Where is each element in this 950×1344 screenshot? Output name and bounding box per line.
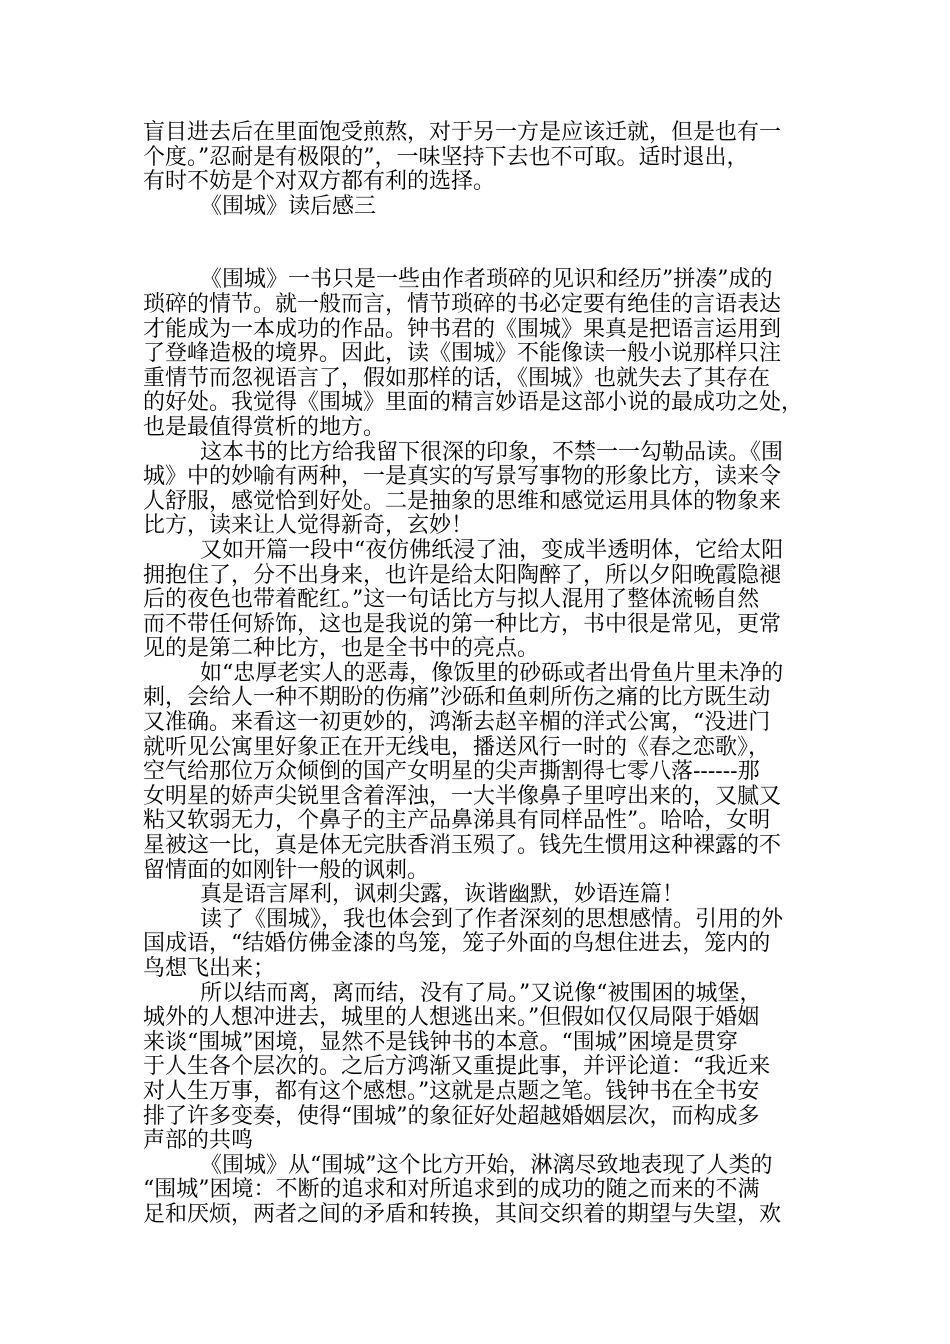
text-line: 这本书的比方给我留下很深的印象，不禁一一勾勒品读。《围	[200, 439, 784, 465]
text-line: 也是最值得赏析的地方。	[143, 414, 386, 440]
text-line: 才能成为一本成功的作品。钟书君的《围城》果真是把语言运用到	[143, 316, 782, 342]
text-line: 后的夜色也带着酡红。”这一句话比方与拟人混用了整体流畅自然	[143, 587, 760, 613]
text-line: 盲目进去后在里面饱受煎熬，对于另一方是应该迁就，但是也有一	[143, 120, 782, 145]
text-line: 刺，会给人一种不期盼的伤痛”沙砾和鱼刺所伤之痛的比方既生动	[143, 685, 771, 711]
text-line: 而不带任何矫饰，这也是我说的第一种比方，书中很是常见，更常	[143, 611, 782, 637]
text-line: 星被这一比，真是体无完肤香消玉殒了。钱先生惯用这种裸露的不	[143, 833, 782, 859]
text-line: 比方，读来让人觉得新奇，玄妙！	[143, 513, 474, 539]
text-line: 的好处。我觉得《围城》里面的精言妙语是这部小说的最成功之处，	[143, 390, 804, 416]
text-line: 了登峰造极的境界。因此，读《围城》不能像读一般小说那样只注	[143, 341, 782, 367]
text-line: 于人生各个层次的。之后方鸿渐又重提此事，并评论道：“我近来	[143, 1054, 771, 1080]
text-line: 《围城》一书只是一些由作者琐碎的见识和经历”拼凑”成的	[200, 267, 773, 293]
text-line: 《围城》从“围城”这个比方开始，淋漓尽致地表现了人类的	[200, 1152, 773, 1178]
text-line: 见的是第二种比方，也是全书中的亮点。	[143, 636, 540, 662]
text-line: 又准确。来看这一初更妙的，鸿渐去赵辛楣的洋式公寓，“没进门	[143, 710, 771, 736]
text-line: 人舒服，感觉恰到好处。二是抽象的思维和感觉运用具体的物象来	[143, 488, 782, 514]
text-line: 粘又软弱无力，个鼻子的主产品鼻涕具有同样品性”。哈哈，女明	[143, 808, 771, 834]
text-line: 读了《围城》，我也体会到了作者深刻的思想感情。引用的外	[200, 906, 784, 932]
text-line: 如“忠厚老实人的恶毒，像饭里的砂砾或者出骨鱼片里未净的	[200, 660, 784, 686]
text-line: 对人生万事，都有这个感想。”这就是点题之笔。钱钟书在全书安	[143, 1078, 760, 1104]
document-page	[143, 121, 813, 1228]
section-heading: 《围城》读后感三	[200, 193, 377, 219]
text-line: 空气给那位万众倾倒的国产女明星的尖声撕割得七零八落------那	[143, 759, 760, 785]
text-line: 重情节而忽视语言了，假如那样的话，《围城》也就失去了其存在	[143, 365, 771, 391]
text-line: 鸟想飞出来；	[143, 956, 276, 981]
text-line: 女明星的娇声尖锐里含着浑浊，一大半像鼻子里哼出来的，又腻又	[143, 783, 782, 809]
text-line: 又如开篇一段中“夜仿佛纸浸了油，变成半透明体，它给太阳	[200, 537, 784, 563]
text-line: 声部的共鸣	[143, 1128, 254, 1154]
text-line: “围城”困境：不断的追求和对所追求到的成功的随之而来的不满	[143, 1177, 760, 1203]
text-line: 真是语言犀利，讽刺尖露，诙谐幽默，妙语连篇！	[200, 882, 685, 908]
text-line: 足和厌烦，两者之间的矛盾和转换，其间交织着的期望与失望，欢	[143, 1201, 782, 1227]
text-line: 城外的人想冲进去，城里的人想逃出来。”但假如仅仅局限于婚姻	[143, 1005, 760, 1031]
text-line: 排了许多变奏，使得“围城”的象征好处超越婚姻层次，而构成多	[143, 1103, 760, 1129]
blank-line	[143, 219, 813, 268]
text-line: 留情面的如刚针一般的讽刺。	[143, 857, 430, 883]
text-line: 来谈“围城”困境，显然不是钱钟书的本意。“围城”困境是贯穿	[143, 1029, 738, 1055]
text-line: 就听见公寓里好象正在开无线电，播送风行一时的《春之恋歌》，	[143, 734, 771, 760]
text-line: 有时不妨是个对双方都有利的选择。	[143, 169, 496, 195]
text-line: 个度。”忍耐是有极限的”，一味坚持下去也不可取。适时退出，	[143, 144, 749, 170]
text-line: 琐碎的情节。就一般而言，情节琐碎的书必定要有绝佳的言语表达	[143, 291, 782, 317]
text-line: 国成语，“结婚仿佛金漆的鸟笼，笼子外面的鸟想住进去，笼内的	[143, 931, 771, 957]
text-line: 城》中的妙喻有两种，一是真实的写景写事物的形象比方，读来令	[143, 464, 782, 490]
text-line: 拥抱住了，分不出身来，也许是给太阳陶醉了，所以夕阳晚霞隐褪	[143, 562, 782, 588]
text-line: 所以结而离，离而结，没有了局。”又说像“被围困的城堡，	[200, 980, 762, 1006]
